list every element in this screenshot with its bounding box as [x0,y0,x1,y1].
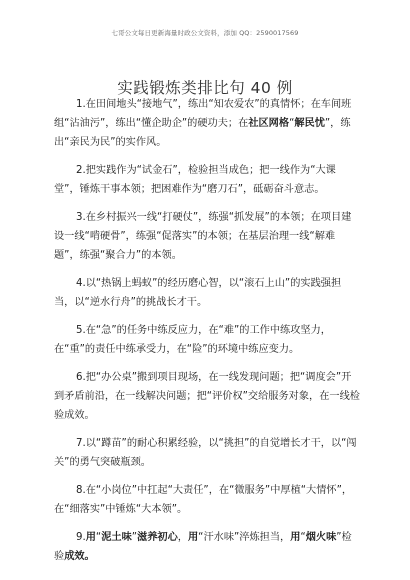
text-segment: 3.在乡村振兴一线“打硬仗”，练强“抓发展”的本领；在项目建设一线“啃硬骨”，练强“促落实”的本领；在基层治理一线“解难题”，练强“聚合力”的本领。 [54,212,352,261]
text-segment: “ [289,118,295,129]
bold-text-segment: 社区网格 [248,118,290,129]
paragraph-6 [54,368,360,425]
bold-text-segment: 用 [85,532,96,543]
document-body [54,95,360,575]
bold-text-segment: 解民忧 [294,118,325,129]
paragraph-7 [54,434,360,472]
text-segment: ” [131,532,138,543]
text-segment: 4.以“热锅上蚂蚁”的经历磨心智，以“滚石上山”的实践强担当，以“逆水行舟”的挑战长才干。 [54,278,342,308]
paragraph-1 [54,95,360,152]
text-segment: 2.把实践作为“试金石”，检验担当成色；把一线作为“大课堂”，锤炼干事本领；把困难作为“磨刀石”，砥砺奋斗意志。 [54,165,336,195]
bold-text-segment: 成效。 [64,551,95,562]
text-segment: “ [300,532,306,543]
text-segment: ”检验 [54,532,352,562]
text-segment: 6.把“办公桌”搬到项目现场，在一线发现问题；把“调度会”开到矛盾前沿，在一线解决问题；把“评价权”交给服务对象，在一线检验成效。 [54,372,360,421]
bold-text-segment: 泥土味 [101,532,132,543]
bold-text-segment: 滋养初心 [137,532,178,543]
text-segment: 1.在田间地头“接地气”，练出“知农爱农”的真情怀；在车间班组“沾油污”，练出“懂企助企”的硬功夫；在 [54,99,352,129]
text-segment: ”，练出“亲民为民”的实作风。 [54,118,351,148]
paragraph-2 [54,161,360,199]
text-segment: 8.在“小岗位”中扛起“大责任”，在“微服务”中厚植“大情怀”，在“细落实”中锤炼“大本领”。 [54,485,353,515]
bold-text-segment: 用 [187,532,199,543]
bold-text-segment: 烟火味 [305,532,337,543]
text-segment: “汗水味”淬炼担当， [198,532,291,543]
paragraph-5 [54,321,360,359]
paragraph-9 [54,528,360,566]
text-segment: 9. [76,532,86,543]
text-segment: ， [177,532,188,543]
bold-text-segment: 用 [290,532,301,543]
paragraph-4 [54,274,360,312]
document-title: 实践锻炼类排比句 40 例 [117,79,293,97]
text-segment: 5.在“急”的任务中练反应力，在“难”的工作中练攻坚力，在“重”的责任中练承受力，在“险”的环境中练应变力。 [54,325,331,355]
paragraph-3 [54,208,360,265]
paragraph-8 [54,481,360,519]
text-segment: “ [95,532,102,543]
text-segment: 7.以“蹲苗”的耐心积累经验，以“挑担”的自觉增长才干，以“闯关”的勇气突破瓶颈。 [54,438,357,468]
header-note: 七哥公文每日更新海量时政公文资料，添加 QQ：2590017569 [111,29,299,37]
